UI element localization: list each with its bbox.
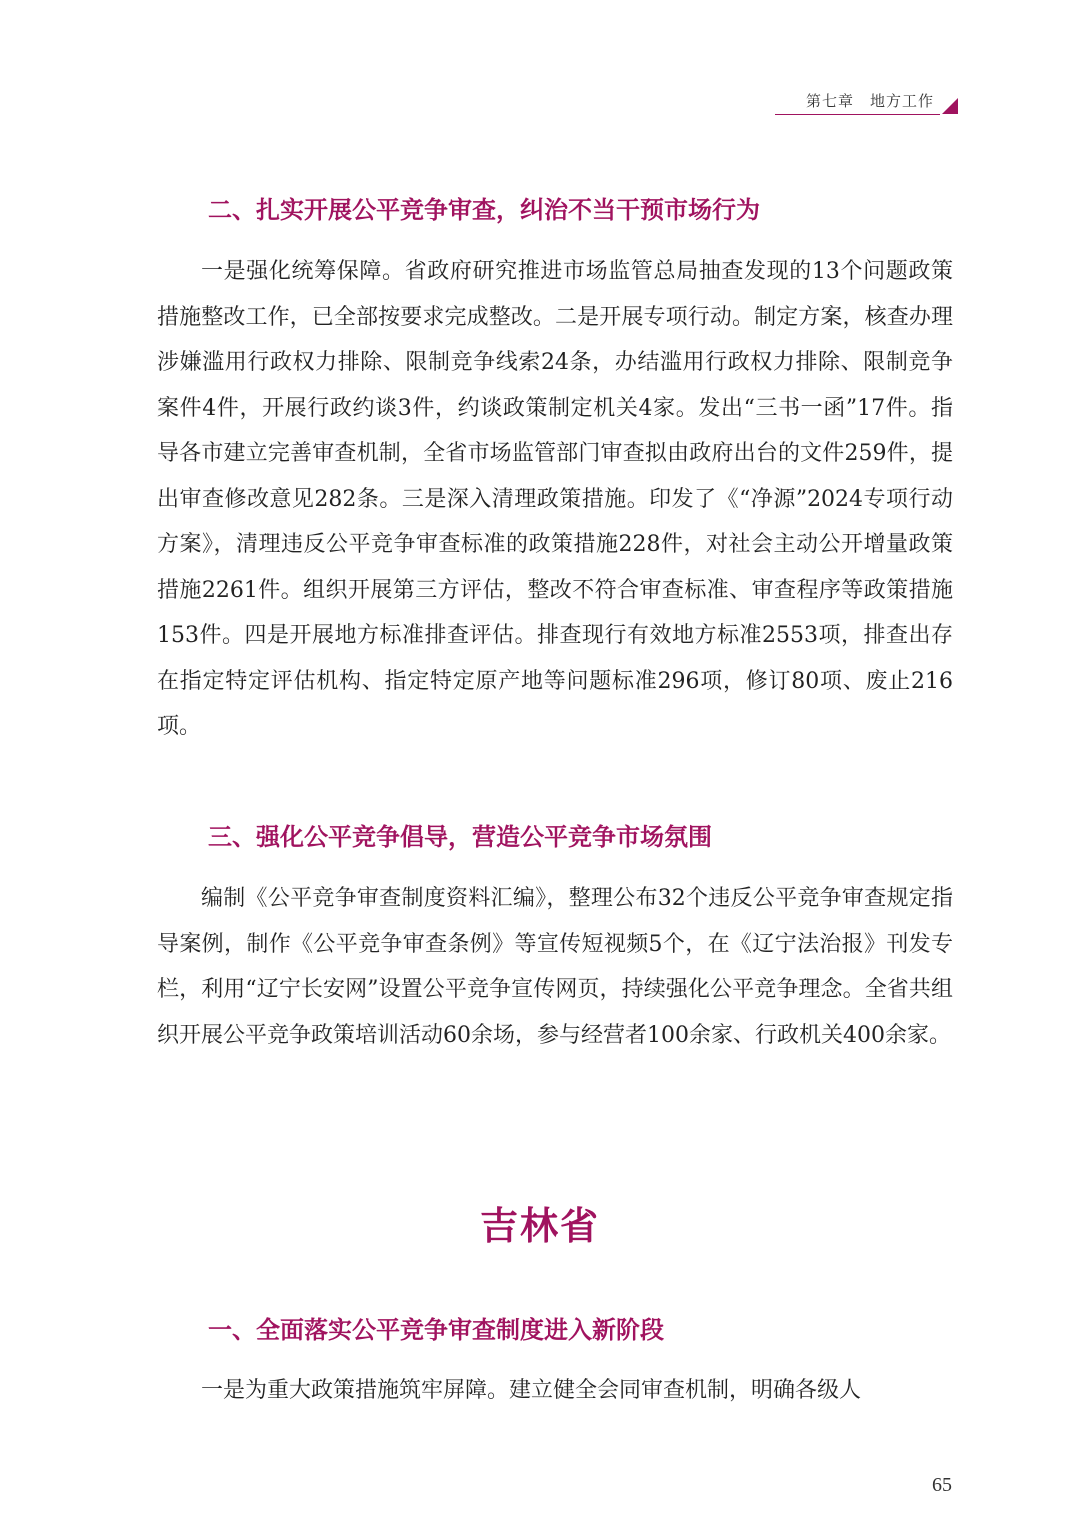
section-2-paragraph: 一是强化统筹保障。省政府研究推进市场监管总局抽查发现的13个问题政策措施整改工作，已全部按要求完成整改。二是开展专项行动。制定方案，核查办理涉嫌滥用行政权力排除、限制竞争线索24条，办结滥用行政权力排除、限制竞争案件4件，开展行政约谈3件，约谈政策制定机关4家。发出“三书一函”17件。指导各市建立完善审查机制，全省市场监管部门审查拟由政府出台的文件259件，提出审查修改意见282条。三是深入清理政策措施。印发了《“净源”2024专项行动方案》，清理违反公平竞争审查标准的政策措施228件，对社会主动公开增量政策措施2261件。组织开展第三方评估，整改不符合审查标准、审查程序等政策措施153件。四是开展地方标准排查评估。排查现行有效地方标准2553项，排查出存在指定特定评估机构、指定特定原产地等问题标准296项，修订80项、废止216项。 xyxy=(157,259,953,739)
chapter-title: 第七章 地方工作 xyxy=(805,92,934,110)
section-heading-3: 三、强化公平竞争倡导，营造公平竞争市场氛围 xyxy=(208,823,712,851)
section-heading-2: 二、扎实开展公平竞争审查，纠治不当干预市场行为 xyxy=(208,196,760,224)
header-triangle-icon xyxy=(942,98,958,114)
header-rule xyxy=(775,114,940,115)
province-title: 吉林省 xyxy=(479,1204,600,1248)
page-number: 65 xyxy=(932,1474,952,1496)
section-3-paragraph: 编制《公平竞争审查制度资料汇编》，整理公布32个违反公平竞争审查规定指导案例，制作《公平竞争审查条例》等宣传短视频5个，在《辽宁法治报》刊发专栏，利用“辽宁长安网”设置公平竞争宣传网页，持续强化公平竞争理念。全省共组织开展公平竞争政策培训活动60余场，参与经营者100余家、行政机关400余家。 xyxy=(157,886,953,1048)
province-section-1-paragraph: 一是为重大政策措施筑牢屏障。建立健全会同审查机制，明确各级人 xyxy=(201,1378,862,1403)
running-header xyxy=(770,88,970,120)
province-section-heading-1: 一、全面落实公平竞争审查制度进入新阶段 xyxy=(208,1316,664,1344)
